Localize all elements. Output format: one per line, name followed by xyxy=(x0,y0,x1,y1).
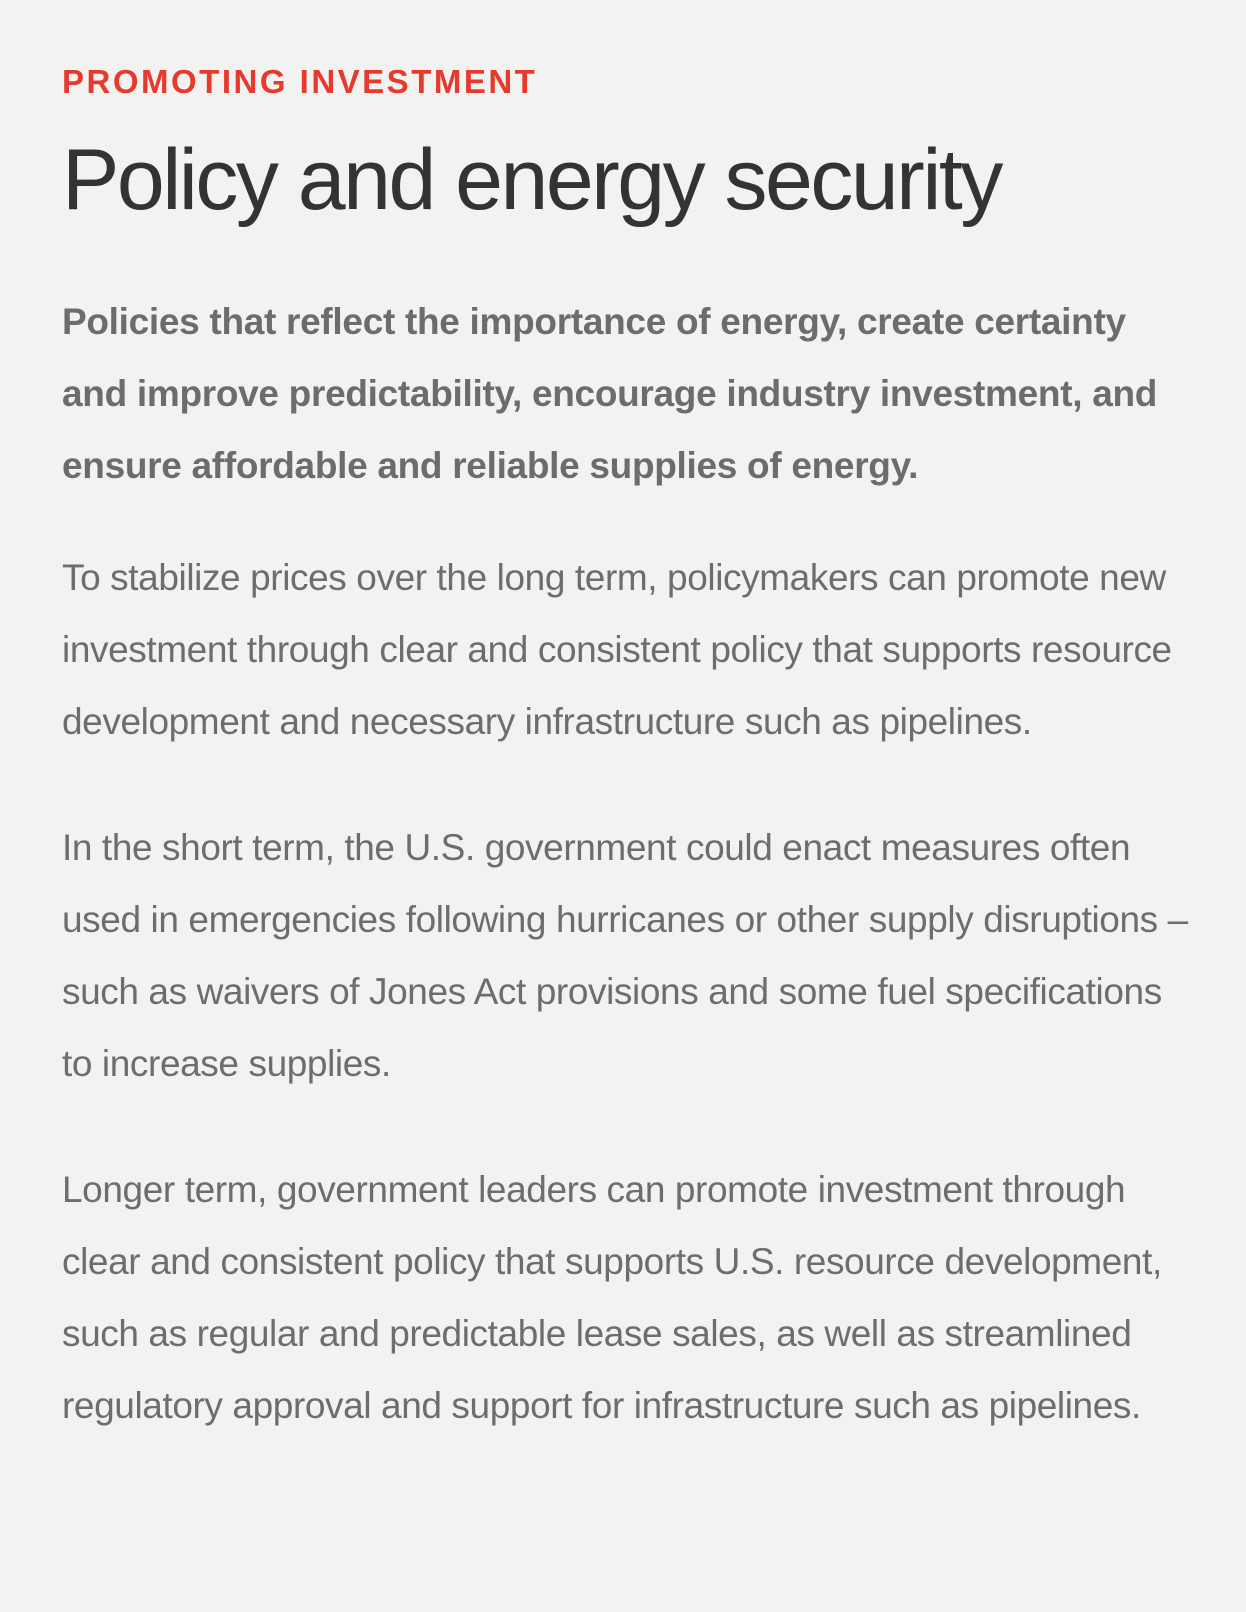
body-paragraph-long-term: To stabilize prices over the long term, policymakers can promote new investment through clear and consistent policy that supports resource development and necessary infrastructure such as pipelines. xyxy=(62,557,1172,742)
lead-paragraph: Policies that reflect the importance of energy, create certainty and improve predictability, encourage industry investment, and ensure affordable and reliable supplies of energy. xyxy=(62,301,1158,486)
body-paragraph-longer-term: Longer term, government leaders can promote investment through clear and consistent policy that supports U.S. resource development, such as regular and predictable lease sales, as well as streamlined regulatory approval and support for infrastructure such as pipelines. xyxy=(62,1169,1162,1426)
body-paragraph-short-term: In the short term, the U.S. government could enact measures often used in emergencies following hurricanes or other supply disruptions – such as waivers of Jones Act provisions and some fuel specifications to increase supplies. xyxy=(62,827,1188,1084)
section-eyebrow: PROMOTING INVESTMENT xyxy=(62,63,538,100)
page-title: Policy and energy security xyxy=(62,132,1001,228)
